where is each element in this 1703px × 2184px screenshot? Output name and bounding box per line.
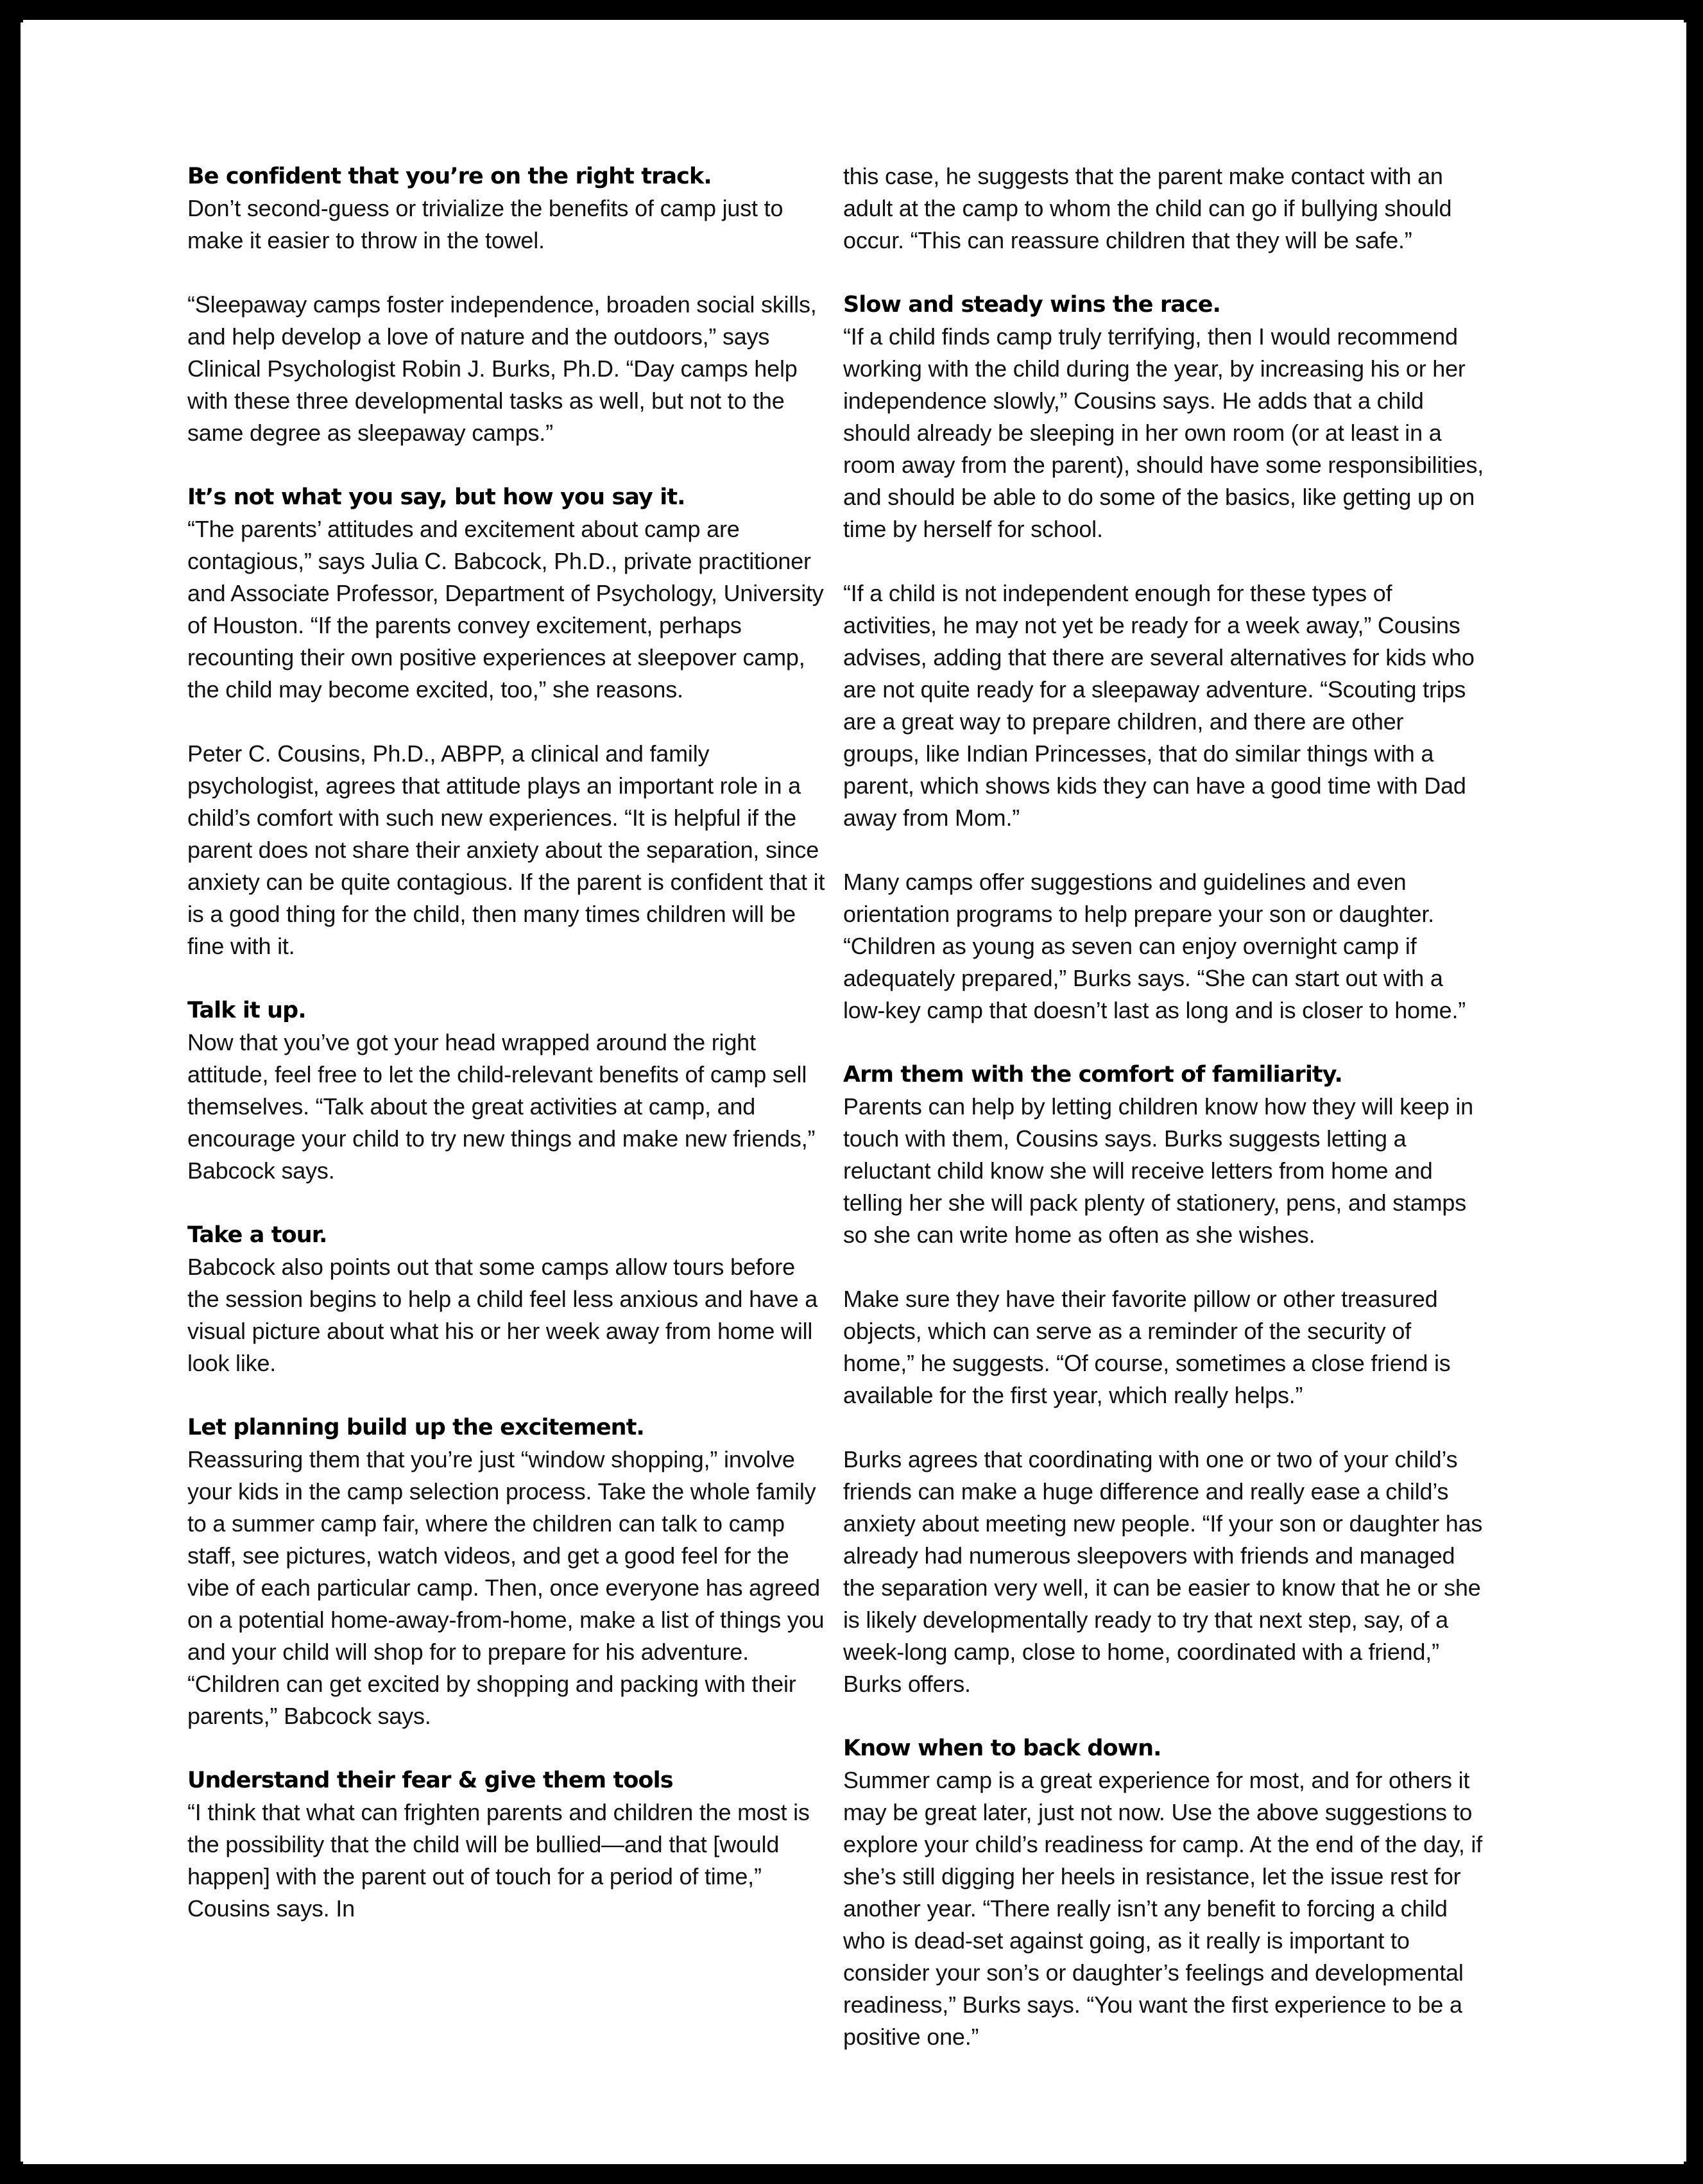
paragraph: Summer camp is a great experience for most, and for others it may be great later, just not now. Use the above suggestions to explore your child’s readiness for camp. At the end of the day, if she’s still digging her heels in resistance, let the issue rest for another year. “There really isn’t any benefit to forcing a child who is dead-set against going, as it really is important to consider your son’s or daughter’s feelings and developmental readiness,” Burks says. “You want the first experience to be a positive one.” <box>843 1767 1483 2050</box>
paragraph: Reassuring them that you’re just “window shopping,” involve your kids in the camp selection process. Take the whole family to a summer camp fair, where the children can talk to camp staff, see pictures, watch videos, and get a good feel for the vibe of each particular camp. Then, once everyone has agreed on a potential home-away-from-home, make a list of things you and your child will shop for to prepare for his adventure. “Children can get excited by shopping and packing with their parents,” Babcock says. <box>187 1446 825 1729</box>
paragraph: “The parents’ attitudes and excitement about camp are contagious,” says Julia C. Babcock, Ph.D., private practitioner and Associate Professor, Department of Psychology, University of Houston. “If the parents convey excitement, perhaps recounting their own positive experiences at sleepover camp, the child may become excited, too,” she reasons. <box>187 516 824 703</box>
section-heading: Take a tour. <box>187 1222 327 1248</box>
paragraph: “I think that what can frighten parents and children the most is the possibility that the child will be bullied—and that [would happen] with the parent out of touch for a period of time,” Cousins says. In <box>187 1799 810 1922</box>
section-planning <box>187 1412 829 1732</box>
section-slow-and-steady <box>843 289 1485 1027</box>
section-how-you-say-it <box>187 481 829 962</box>
section-continuation <box>843 160 1485 257</box>
section-familiarity <box>843 1059 1485 1700</box>
section-heading: Talk it up. <box>187 998 306 1023</box>
paragraph: “If a child finds camp truly terrifying, then I would recommend working with the child during the year, by increasing his or her independence slowly,” Cousins says. He adds that a child should already be sleeping in her own room (or at least in a room away from the parent), should have some responsibilities, and should be able to do some of the basics, like getting up on time by herself for school. <box>843 323 1484 542</box>
section-take-a-tour <box>187 1219 829 1379</box>
paragraph: Babcock also points out that some camps allow tours before the session begins to help a child feel less anxious and have a visual picture about what his or her week away from home will look like. <box>187 1254 818 1376</box>
section-heading: Understand their fear & give them tools <box>187 1768 673 1793</box>
paragraph: this case, he suggests that the parent make contact with an adult at the camp to whom the child can go if bullying should occur. “This can reassure children that they will be safe.” <box>843 163 1452 253</box>
crop-mark-bottom-left <box>18 2162 23 2167</box>
paragraph: Many camps offer suggestions and guidelines and even orientation programs to help prepare your son or daughter. “Children as young as seven can enjoy overnight camp if adequately prepared,” Burks says. “She can start out with a low-key camp that doesn’t last as long and is closer to home.” <box>843 869 1466 1023</box>
paragraph: “If a child is not independent enough for these types of activities, he may not yet be ready for a week away,” Cousins advises, adding that there are several alternatives for kids who are not quite ready for a sleepaway adventure. “Scouting trips are a great way to prepare children, and there are other groups, like Indian Princesses, that do similar things with a parent, which shows kids they can have a good time with Dad away from Mom.” <box>843 580 1475 831</box>
section-back-down <box>843 1732 1485 2053</box>
paragraph: Don’t second-guess or trivialize the benefits of camp just to make it easier to throw in the towel. <box>187 195 783 253</box>
crop-mark-top-right <box>1684 17 1689 22</box>
section-heading: Be confident that you’re on the right track. <box>187 164 712 189</box>
crop-mark-bottom-right <box>1684 2162 1689 2167</box>
section-understand-fear <box>187 1764 829 1925</box>
crop-mark-top-left <box>18 17 23 22</box>
paragraph: Parents can help by letting children know how they will keep in touch with them, Cousins says. Burks suggests letting a reluctant child know she will receive letters from home and telling her she will pack plenty of stationery, pens, and stamps so she can write home as often as she wishes. <box>843 1093 1473 1248</box>
section-heading: Know when to back down. <box>843 1736 1161 1761</box>
paragraph: Now that you’ve got your head wrapped around the right attitude, feel free to let the child-relevant benefits of camp sell themselves. “Talk about the great activities at camp, and encourage your child to try new things and make new friends,” Babcock says. <box>187 1029 816 1184</box>
section-heading: Let planning build up the excitement. <box>187 1415 644 1440</box>
paragraph: “Sleepaway camps foster independence, broaden social skills, and help develop a love of nature and the outdoors,” says Clinical Psychologist Robin J. Burks, Ph.D. “Day camps help with these three developmental tasks as well, but not to the same degree as sleepaway camps.” <box>187 291 817 446</box>
article-left-column <box>187 160 829 1957</box>
section-heading: Slow and steady wins the race. <box>843 292 1221 318</box>
section-heading: Arm them with the comfort of familiarity. <box>843 1062 1342 1088</box>
section-confident <box>187 160 829 449</box>
section-heading: It’s not what you say, but how you say it. <box>187 484 685 510</box>
paragraph: Make sure they have their favorite pillow or other treasured objects, which can serve as a reminder of the security of home,” he suggests. “Of course, sometimes a close friend is available for the first year, which really helps.” <box>843 1286 1451 1408</box>
paragraph: Burks agrees that coordinating with one or two of your child’s friends can make a huge difference and really ease a child’s anxiety about meeting new people. “If your son or daughter has already had numerous sleepovers with friends and managed the separation very well, it can be easier to know that he or she is likely developmentally ready to try that next step, say, of a week-long camp, close to home, coordinated with a friend,” Burks offers. <box>843 1446 1483 1697</box>
section-talk-it-up <box>187 994 829 1187</box>
article-right-column <box>843 160 1485 2085</box>
paragraph: Peter C. Cousins, Ph.D., ABPP, a clinical and family psychologist, agrees that attitude plays an important role in a child’s comfort with such new experiences. “It is helpful if the parent does not share their anxiety about the separation, since anxiety can be quite contagious. If the parent is confident that it is a good thing for the child, then many times children will be fine with it. <box>187 740 825 959</box>
